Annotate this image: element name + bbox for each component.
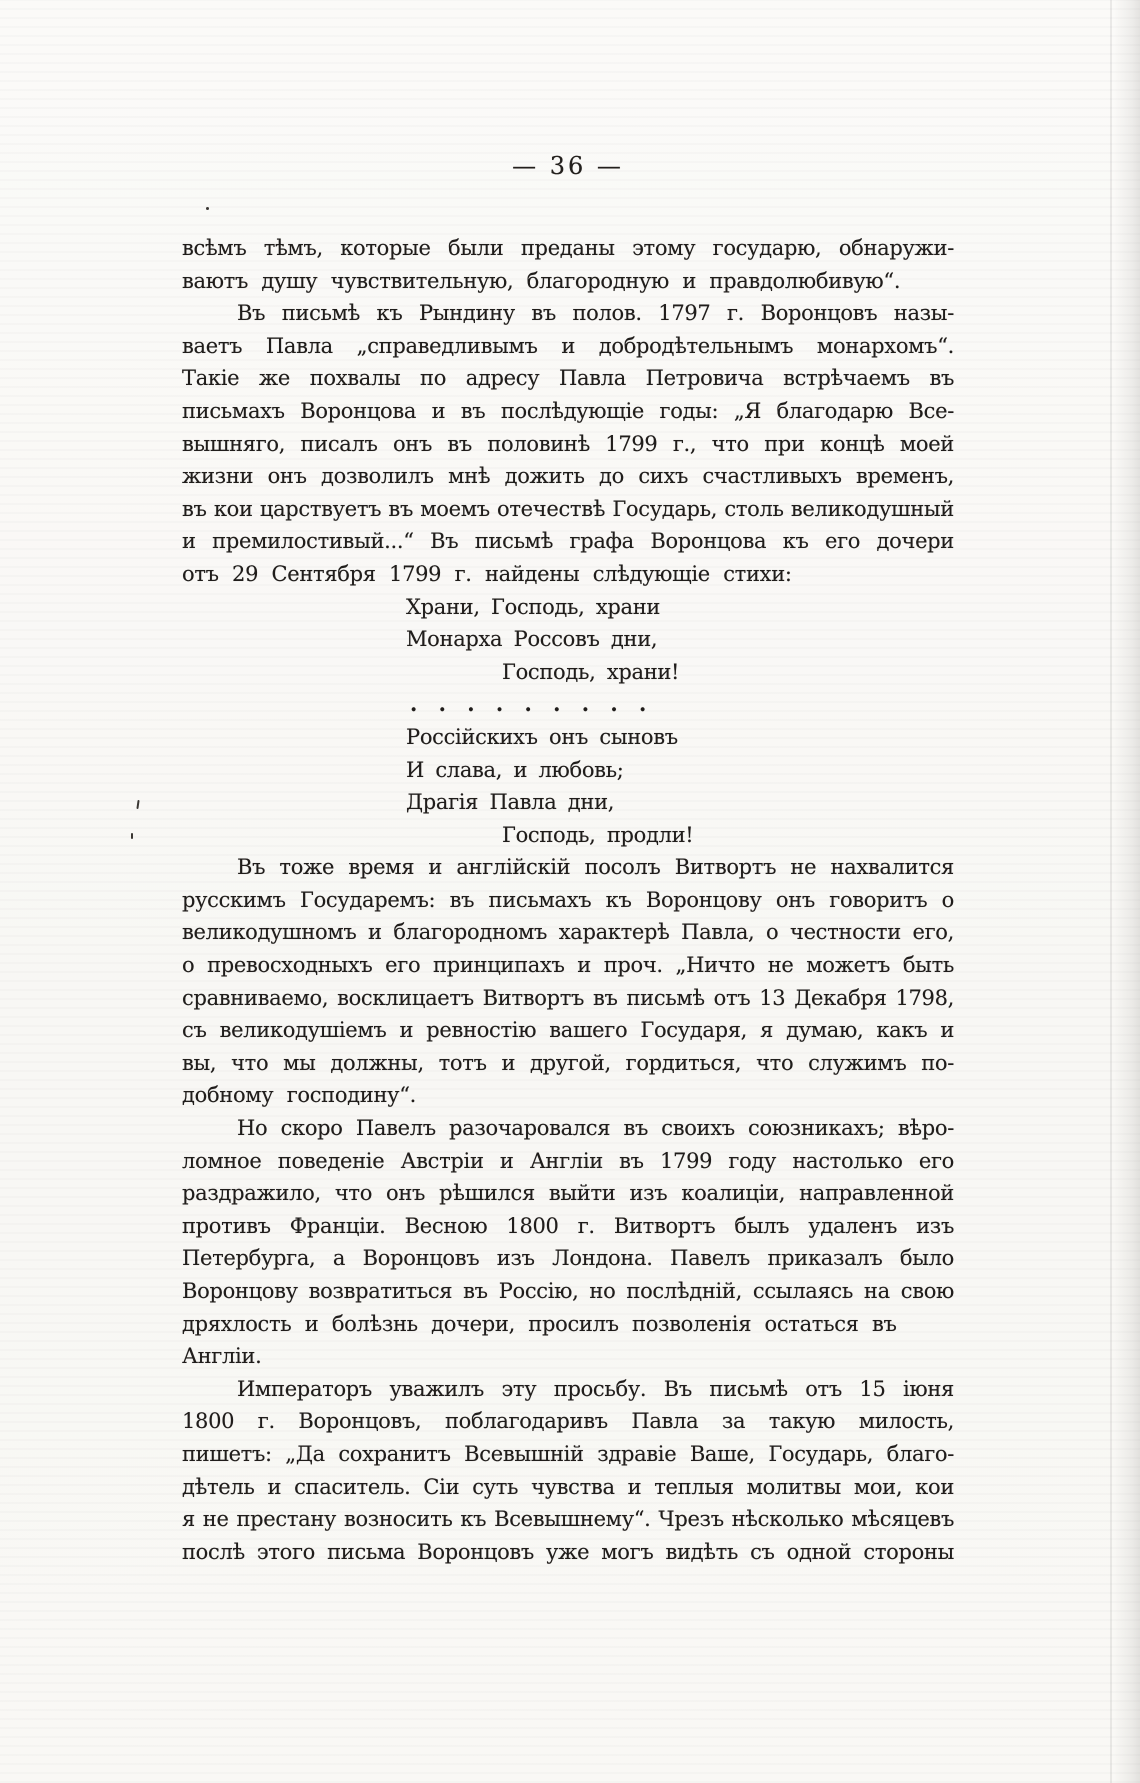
verse-ellipsis-line: . . . . . . . . .	[410, 691, 654, 717]
text-line: Но скоро Павелъ разочаровался въ своихъ союзникахъ; вѣро-	[237, 1116, 954, 1141]
text-line: дѣтель и спаситель. Сіи суть чувства и теплыя молитвы мои, кои	[182, 1474, 954, 1499]
text-line: ваютъ душу чувствительную, благородную и правдолюбивую“.	[182, 268, 901, 293]
verse-line: Храни, Господь, храни	[406, 594, 661, 619]
verse-line: Монарха Россовъ дни,	[406, 627, 658, 652]
text-line: въ кои царствуетъ въ моемъ отечествѣ Государь, столь великодушный	[182, 496, 954, 521]
text-line: Въ письмѣ къ Рындину въ полов. 1797 г. Воронцовъ назы-	[237, 301, 954, 326]
page-text-block	[182, 232, 954, 1568]
text-line: я не престану возносить къ Всевышнему“. Чрезъ нѣсколько мѣсяцевъ	[182, 1507, 954, 1532]
text-line: вышняго, писалъ онъ въ половинѣ 1799 г., что при концѣ моей	[182, 431, 954, 456]
text-line: ваетъ Павла „справедливымъ и добродѣтельнымъ монархомъ“.	[182, 333, 954, 358]
text-line: дряхлость и болѣзнь дочери, просилъ позволенія остаться въ Англіи.	[182, 1311, 897, 1369]
text-line: русскимъ Государемъ: въ письмахъ къ Воронцову онъ говоритъ о	[182, 887, 954, 912]
text-line: послѣ этого письма Воронцовъ уже могъ видѣть съ одной стороны	[182, 1539, 954, 1564]
text-line: и премилостивый...“ Въ письмѣ графа Воронцова къ его дочери	[182, 529, 954, 554]
text-line: добному господину“.	[182, 1083, 416, 1108]
text-line: 1800 г. Воронцовъ, поблагодаривъ Павла за такую милость,	[182, 1409, 954, 1434]
text-line: противъ Франціи. Весною 1800 г. Витвортъ былъ удаленъ изъ	[182, 1213, 954, 1238]
verse-line: Господь, храни!	[502, 659, 680, 684]
text-line: Петербурга, а Воронцовъ изъ Лондона. Павелъ приказалъ было	[182, 1246, 954, 1271]
text-line: всѣмъ тѣмъ, которые были преданы этому государю, обнаружи-	[182, 236, 954, 260]
text-line: Въ тоже время и англійскій посолъ Витвортъ не нахвалится	[237, 855, 954, 880]
text-line: сравниваемо, восклицаетъ Витвортъ въ письмѣ отъ 13 Декабря 1798,	[182, 985, 954, 1010]
text-line: отъ 29 Сентября 1799 г. найдены слѣдующіе стихи:	[182, 561, 792, 586]
verse-line: Россійскихъ онъ сыновъ	[406, 724, 678, 749]
verse-line: Господь, продли!	[502, 822, 694, 847]
text-line: Воронцову возвратиться въ Россію, но послѣдній, ссылаясь на свою	[182, 1279, 954, 1303]
scan-artifact	[131, 833, 133, 839]
text-line: съ великодушіемъ и ревностію вашего Государя, я думаю, какъ и	[182, 1018, 954, 1043]
scan-artifact	[206, 207, 209, 210]
text-line: вы, что мы должны, тотъ и другой, гордиться, что служимъ по-	[182, 1050, 954, 1075]
text-line: о превосходныхъ его принципахъ и проч. „Ничто не можетъ быть	[182, 953, 954, 978]
text-line: письмахъ Воронцова и въ послѣдующіе годы: „Я благодарю Все-	[182, 398, 954, 423]
verse-line: Драгія Павла дни,	[406, 790, 615, 815]
text-line: раздражило, что онъ рѣшился выйти изъ коалиціи, направленной	[182, 1181, 954, 1206]
text-line: Императоръ уважилъ эту просьбу. Въ письмѣ отъ 15 іюня	[237, 1376, 954, 1401]
scan-artifact	[136, 800, 139, 809]
verse-line: И слава, и любовь;	[406, 757, 624, 782]
text-line: великодушномъ и благородномъ характерѣ Павла, о честности его,	[182, 920, 954, 945]
text-line: ломное поведеніе Австріи и Англіи въ 1799 году настолько его	[182, 1148, 954, 1173]
text-line: Такіе же похвалы по адресу Павла Петровича встрѣчаемъ въ	[182, 366, 954, 391]
page-number: — 36 —	[512, 152, 624, 180]
scan-edge-line	[1110, 0, 1112, 1783]
text-line: пишетъ: „Да сохранитъ Всевышній здравіе Ваше, Государь, благо-	[182, 1441, 954, 1466]
scan-edge-shadow	[1114, 0, 1140, 1783]
text-line: жизни онъ дозволилъ мнѣ дожить до сихъ счастливыхъ временъ,	[182, 464, 954, 489]
